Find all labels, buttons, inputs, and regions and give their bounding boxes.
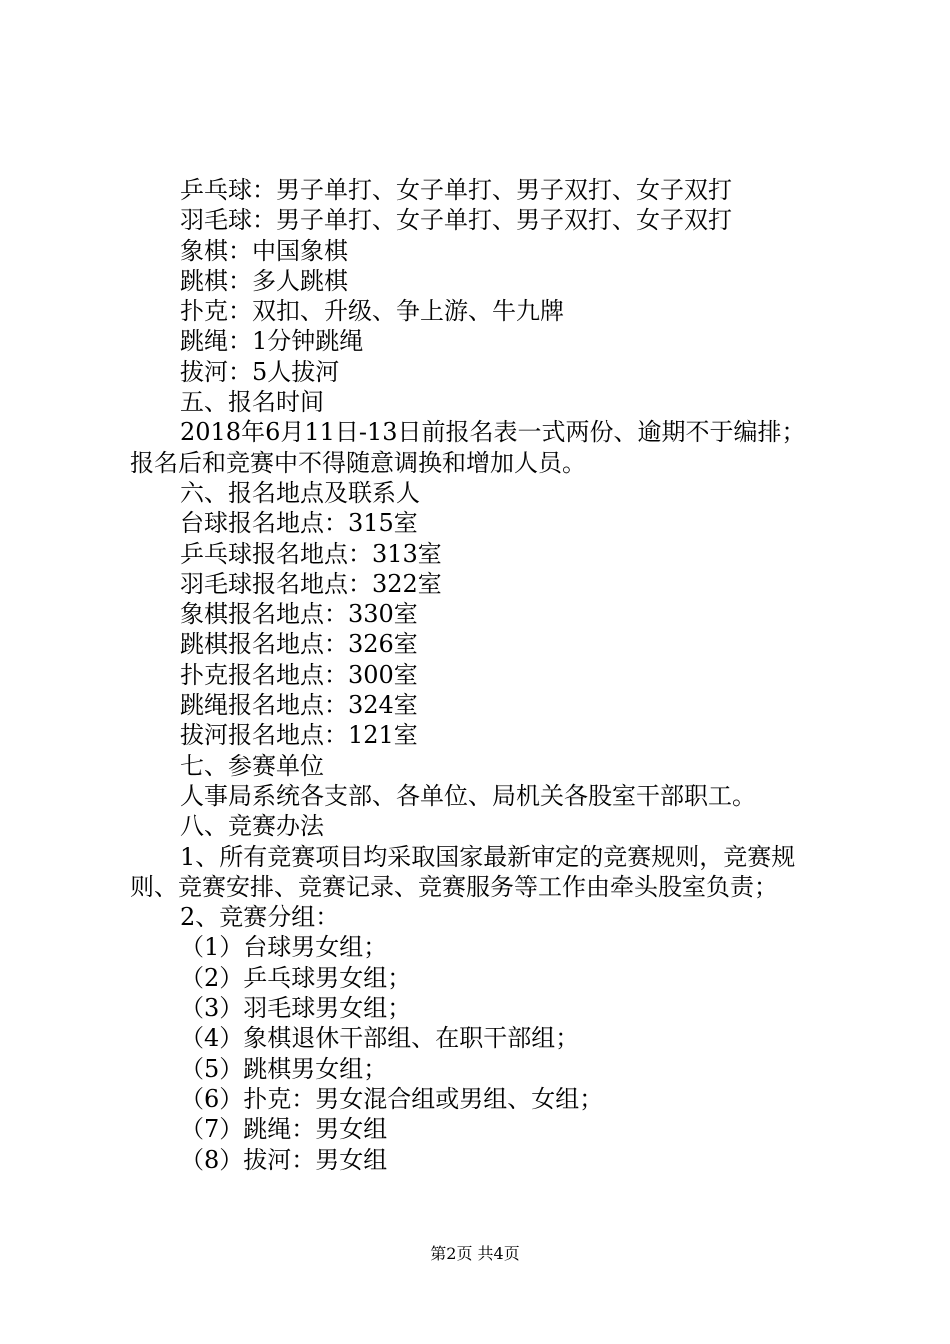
text-line: 则、竞赛安排、竞赛记录、竞赛服务等工作由牵头股室负责； bbox=[130, 872, 778, 901]
text-line: （2）乒乓球男女组； bbox=[180, 963, 412, 992]
text-line: 羽毛球报名地点：322室 bbox=[180, 569, 442, 598]
text-line: （5）跳棋男女组； bbox=[180, 1054, 388, 1083]
text-line: 1、所有竞赛项目均采取国家最新审定的竞赛规则，竞赛规 bbox=[180, 842, 796, 871]
text-line: 台球报名地点：315室 bbox=[180, 509, 418, 538]
text-line: 2、竞赛分组： bbox=[180, 903, 340, 932]
text-line: 五、报名时间 bbox=[180, 388, 324, 417]
text-line: 羽毛球：男子单打、女子单打、男子双打、女子双打 bbox=[180, 206, 732, 235]
text-line: 人事局系统各支部、各单位、局机关各股室干部职工。 bbox=[180, 781, 756, 810]
text-line: 乒乓球：男子单打、女子单打、男子双打、女子双打 bbox=[180, 176, 732, 204]
document-body bbox=[130, 175, 830, 1175]
text-line: 象棋：中国象棋 bbox=[180, 236, 348, 265]
text-line: （4）象棋退休干部组、在职干部组； bbox=[180, 1024, 580, 1053]
text-line: （7）跳绳：男女组 bbox=[180, 1115, 388, 1144]
text-line: 跳绳报名地点：324室 bbox=[180, 691, 418, 720]
page-footer: 第2页 共4页 bbox=[430, 1244, 520, 1263]
text-line: 八、竞赛办法 bbox=[180, 812, 324, 841]
text-line: 拔河报名地点：121室 bbox=[180, 721, 418, 750]
text-line: 跳棋：多人跳棋 bbox=[180, 266, 348, 295]
text-line: 跳绳：1分钟跳绳 bbox=[180, 327, 364, 356]
text-line: 跳棋报名地点：326室 bbox=[180, 630, 418, 659]
text-line: 象棋报名地点：330室 bbox=[180, 600, 418, 629]
text-line: （1）台球男女组； bbox=[180, 933, 388, 962]
text-line: 扑克报名地点：300室 bbox=[180, 660, 418, 689]
text-line: （8）拔河：男女组 bbox=[180, 1145, 388, 1174]
text-line: （3）羽毛球男女组； bbox=[180, 994, 412, 1023]
text-line: 拔河：5人拔河 bbox=[180, 357, 340, 386]
text-line: 六、报名地点及联系人 bbox=[180, 478, 420, 507]
text-line: 扑克：双扣、升级、争上游、牛九牌 bbox=[180, 297, 564, 326]
text-line: 2018年6月11日-13日前报名表一式两份、逾期不于编排； bbox=[180, 418, 806, 447]
text-line: 乒乓球报名地点：313室 bbox=[180, 539, 442, 568]
text-line: （6）扑克：男女混合组或男组、女组； bbox=[180, 1084, 604, 1113]
text-line: 七、参赛单位 bbox=[180, 751, 324, 780]
text-line: 报名后和竞赛中不得随意调换和增加人员。 bbox=[130, 448, 586, 477]
